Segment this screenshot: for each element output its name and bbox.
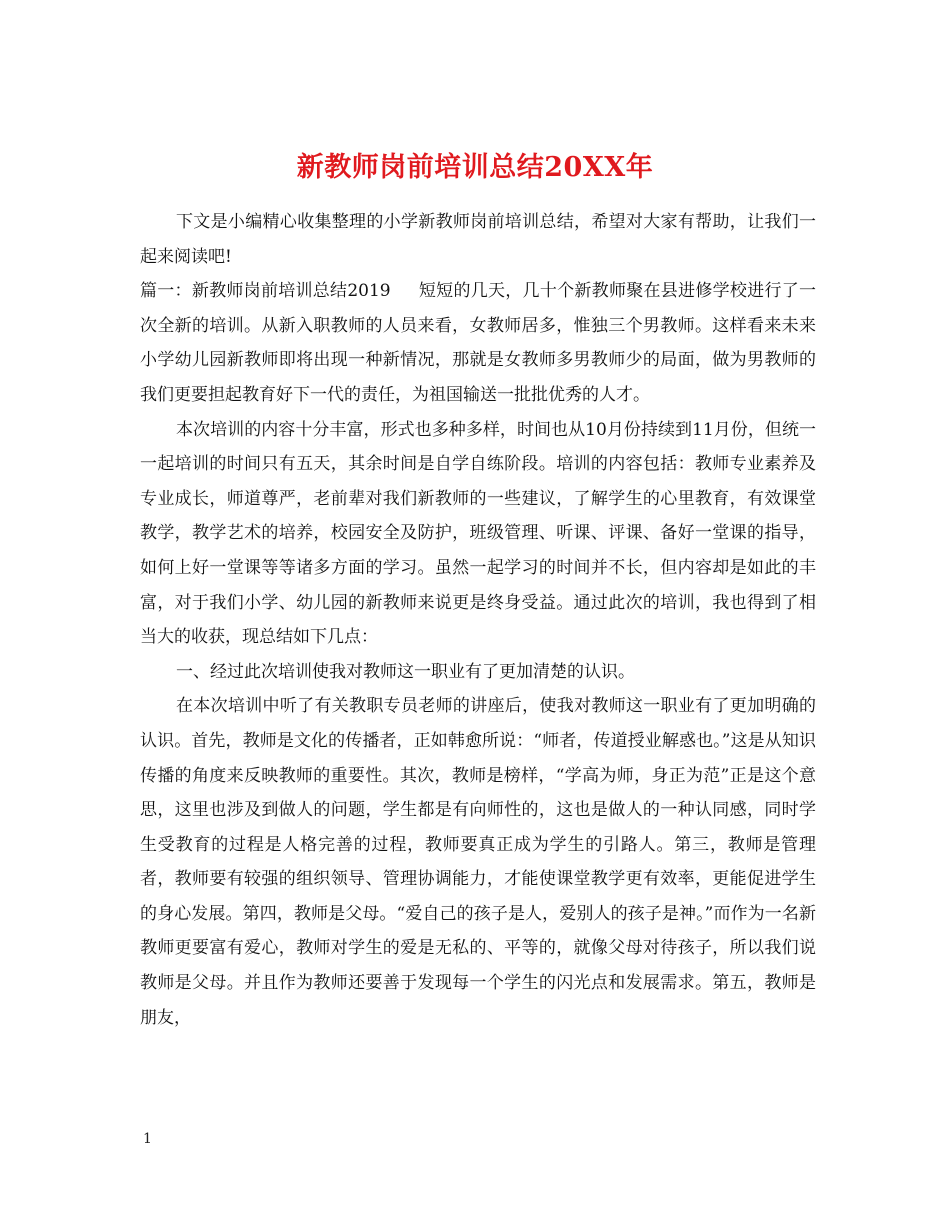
document-body (140, 205, 816, 1035)
section-heading: 一、经过此次培训使我对教师这一职业有了更加清楚的认识。 (176, 661, 635, 682)
section-text: 短短的几天，几十个新教师聚在县进修学校进行了一次全新的培训。从新入职教师的人员来看，女教师居多，惟独三个男教师。这样看来未来小学幼儿园新教师即将出现一种新情况，那就是女教师多男教师少的局面，做为男教师的我们更要担起教育好下一代的责任，为祖国输送一批批优秀的人才。 (140, 281, 817, 405)
document-title: 新教师岗前培训总结20XX年 (296, 152, 654, 184)
content-paragraph: 本次培训的内容十分丰富，形式也多种多样，时间也从10月份持续到11月份，但统一一起培训的时间只有五天，其余时间是自学自练阶段。培训的内容包括：教师专业素养及专业成长，师道尊严，老前辈对我们新教师的一些建议，了解学生的心里教育，有效课堂教学，教学艺术的培养，校园安全及防护，班级管理、听课、评课、备好一堂课的指导，如何上好一堂课等等诸多方面的学习。虽然一起学习的时间并不长，但内容却是如此的丰富，对于我们小学、幼儿园的新教师来说更是终身受益。通过此次的培训，我也得到了相当大的收获，现总结如下几点： (140, 419, 816, 648)
roles-paragraph: 在本次培训中听了有关教职专员老师的讲座后，使我对教师这一职业有了更加明确的认识。首先，教师是文化的传播者，正如韩愈所说：“师者，传道授业解惑也。”这是从知识传播的角度来反映教师的重要性。其次，教师是榜样，“学高为师，身正为范”正是这个意思，这里也涉及到做人的问题，学生都是有向师性的，这也是做人的一种认同感，同时学生受教育的过程是人格完善的过程，教师要真正成为学生的引路人。第三，教师是管理者，教师要有较强的组织领导、管理协调能力，才能使课堂教学更有效率，更能促进学生的身心发展。第四，教师是父母。“爱自己的孩子是人，爱别人的孩子是神。”而作为一名新教师更要富有爱心，教师对学生的爱是无私的、平等的，就像父母对待孩子，所以我们说教师是父母。并且作为教师还要善于发现每一个学生的闪光点和发展需求。第五，教师是朋友， (140, 696, 816, 1028)
section-paragraph (140, 274, 816, 412)
page-number: 1 (143, 1131, 152, 1147)
intro-paragraph: 下文是小编精心收集整理的小学新教师岗前培训总结，希望对大家有帮助，让我们一起来阅读吧! (140, 212, 816, 267)
section-label: 篇一：新教师岗前培训总结2019 (140, 281, 391, 302)
